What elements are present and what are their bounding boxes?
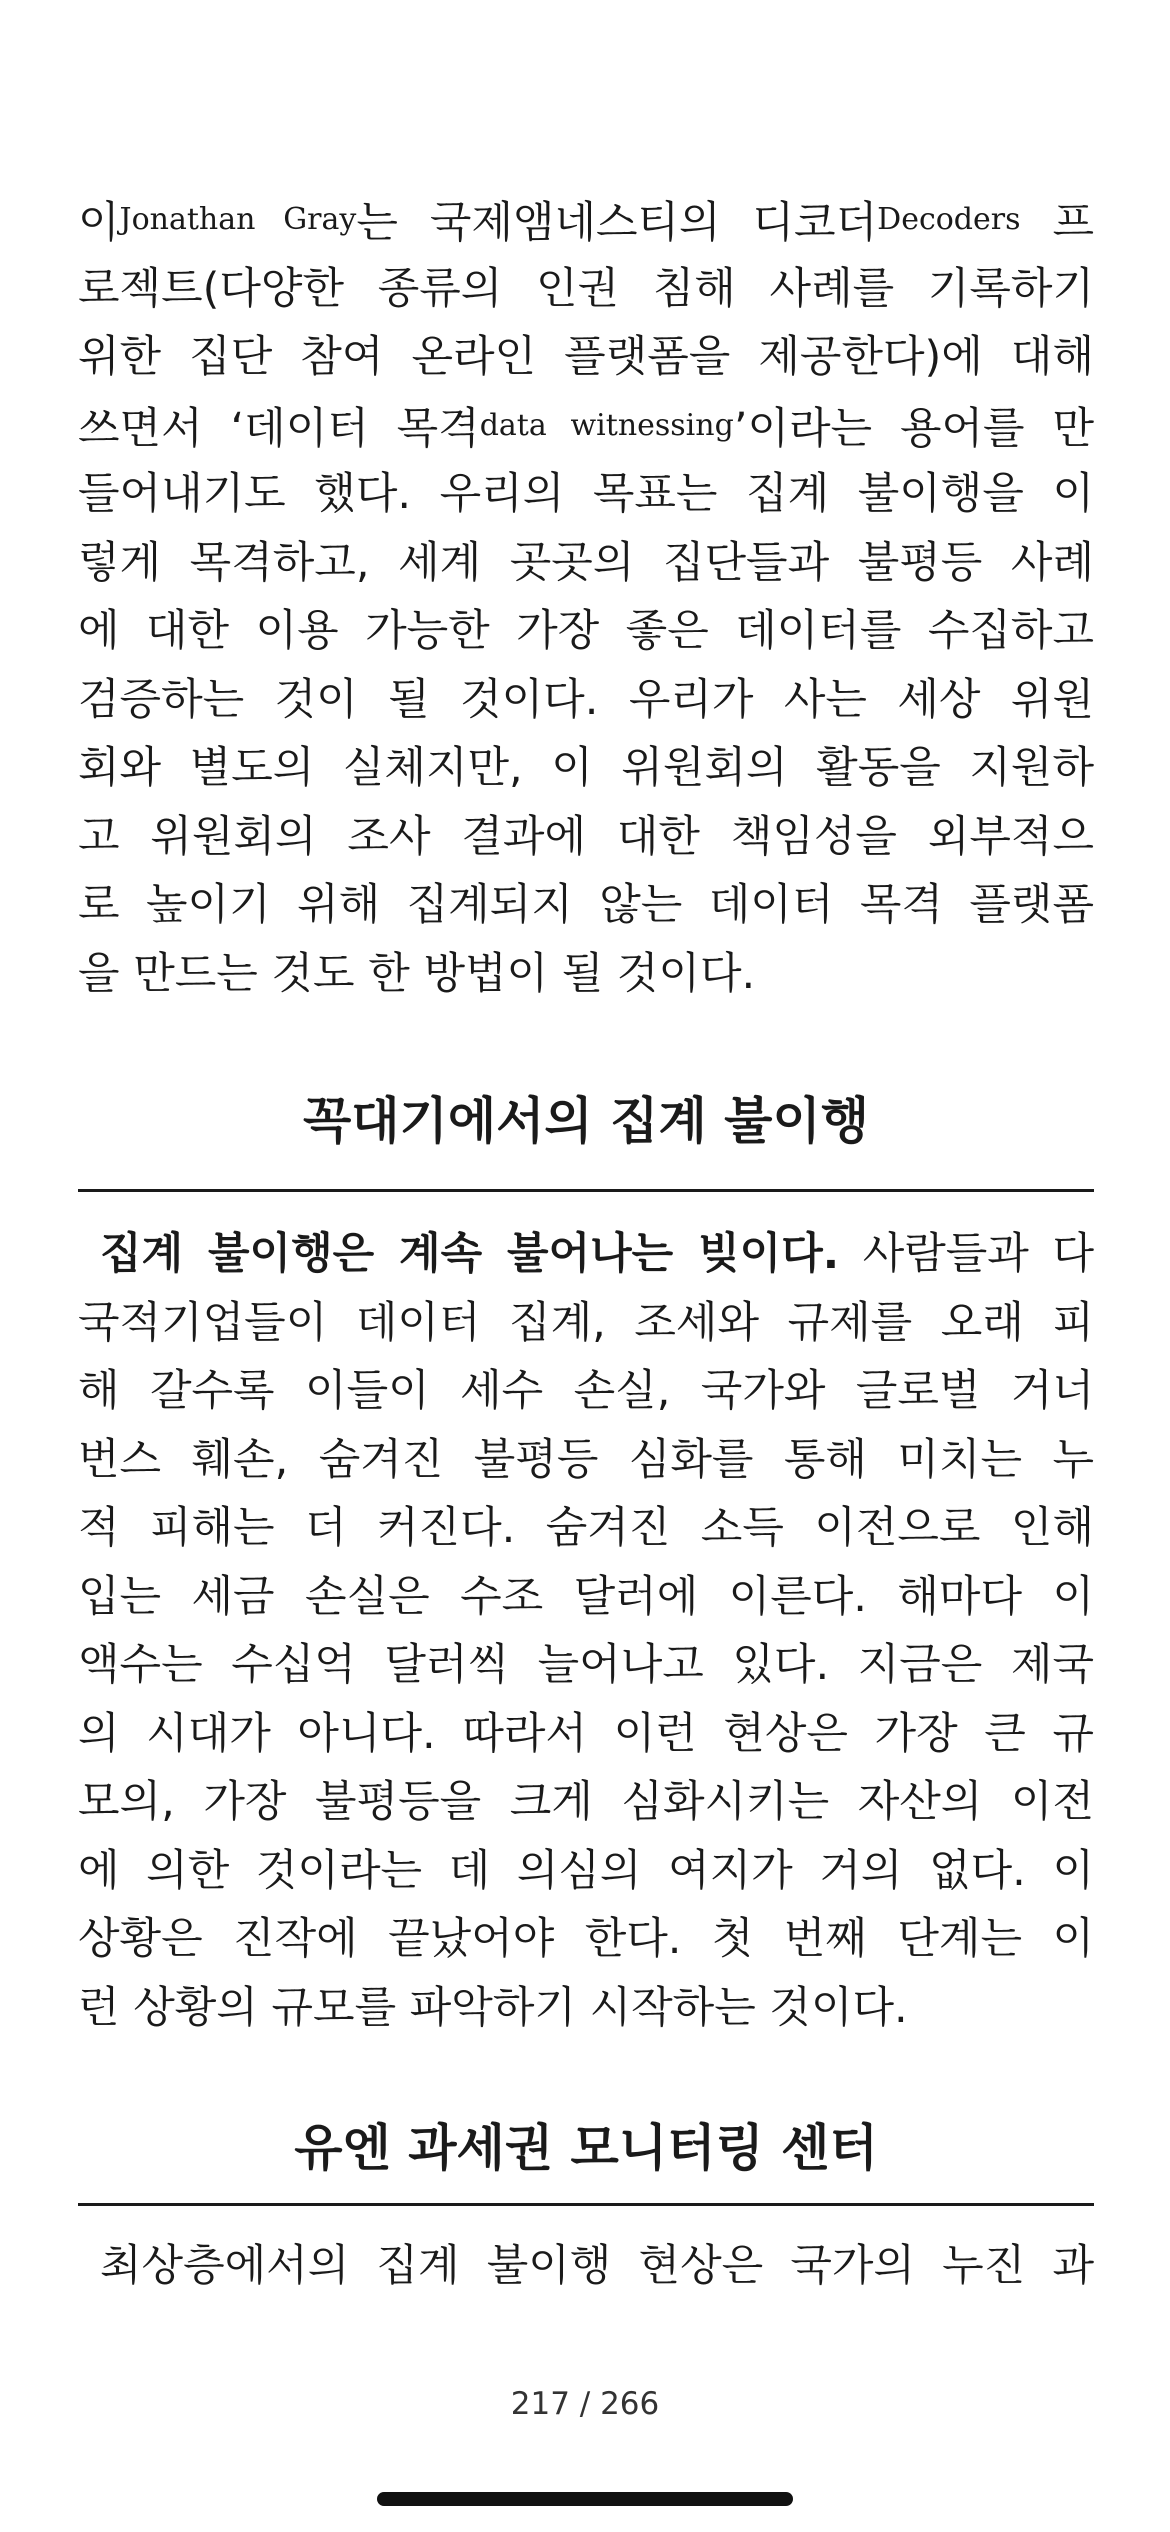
lead-sentence: 집계 불이행은 계속 불어나는 빚이다. [100, 1229, 840, 1279]
paragraph-line: 모의, 가장 불평등을 크게 심화시키는 자산의 이전 [78, 1777, 1094, 1827]
paragraph-line: 쓰면서 ‘데이터 목격data witnessing’이라는 용어를 만 [78, 403, 1094, 454]
paragraph-line: 렇게 목격하고, 세계 곳곳의 집단들과 불평등 사례 [78, 537, 1094, 588]
paragraph-line: 입는 세금 손실은 수조 달러에 이른다. 해마다 이 [78, 1571, 1094, 1622]
section-heading: 유엔 과세권 모니터링 센터 [294, 2119, 878, 2177]
paragraph-line: 을 만드는 것도 한 방법이 될 것이다. [78, 948, 756, 999]
paragraph-line: 액수는 수십억 달러씩 늘어나고 있다. 지금은 제국 [78, 1640, 1094, 1690]
paragraph-line: 고 위원회의 조사 결과에 대한 책임성을 외부적으 [78, 811, 1094, 862]
section-1-paragraph [78, 1220, 1094, 2042]
home-indicator[interactable] [377, 2492, 793, 2506]
paragraph-line: 집계 불이행은 계속 불어나는 빚이다. 사람들과 다 [100, 1229, 1094, 1279]
paragraph-line: 상황은 진작에 끝났어야 한다. 첫 번째 단계는 이 [78, 1914, 1094, 1964]
paragraph-line: 이Jonathan Gray는 국제앰네스티의 디코더Decoders 프 [78, 198, 1094, 248]
paragraph-1 [78, 186, 1094, 1008]
paragraph-line: 번스 훼손, 숨겨진 불평등 심화를 통해 미치는 누 [78, 1434, 1094, 1485]
section-divider [78, 1189, 1094, 1192]
page-number: 217 / 266 [510, 2386, 660, 2422]
paragraph-line: 런 상황의 규모를 파악하기 시작하는 것이다. [78, 1982, 908, 2033]
paragraph-line: 위한 집단 참여 온라인 플랫폼을 제공한다)에 대해 [78, 332, 1094, 382]
paragraph-line: 들어내기도 했다. 우리의 목표는 집계 불이행을 이 [78, 469, 1094, 519]
paragraph-line: 에 대한 이용 가능한 가장 좋은 데이터를 수집하고 [78, 606, 1094, 656]
section-heading: 꼭대기에서의 집계 불이행 [302, 1092, 870, 1150]
paragraph-line: 로 높이기 위해 집계되지 않는 데이터 목격 플랫폼 [78, 880, 1094, 930]
paragraph-line: 에 의한 것이라는 데 의심의 여지가 거의 없다. 이 [78, 1845, 1094, 1896]
paragraph-line: 적 피해는 더 커진다. 숨겨진 소득 이전으로 인해 [78, 1503, 1094, 1553]
section-2-paragraph [78, 2232, 1094, 2301]
paragraph-line: 검증하는 것이 될 것이다. 우리가 사는 세상 위원 [78, 674, 1094, 725]
paragraph-line: 의 시대가 아니다. 따라서 이런 현상은 가장 큰 규 [78, 1708, 1094, 1759]
section-divider [78, 2203, 1094, 2206]
paragraph-line: 최상층에서의 집계 불이행 현상은 국가의 누진 과 [100, 2241, 1094, 2291]
paragraph-line: 해 갈수록 이들이 세수 손실, 국가와 글로벌 거너 [78, 1366, 1094, 1416]
paragraph-line: 로젝트(다양한 종류의 인권 침해 사례를 기록하기 [78, 263, 1094, 314]
paragraph-line: 회와 별도의 실체지만, 이 위원회의 활동을 지원하 [78, 743, 1094, 793]
paragraph-line: 국적기업들이 데이터 집계, 조세와 규제를 오래 피 [78, 1297, 1094, 1348]
